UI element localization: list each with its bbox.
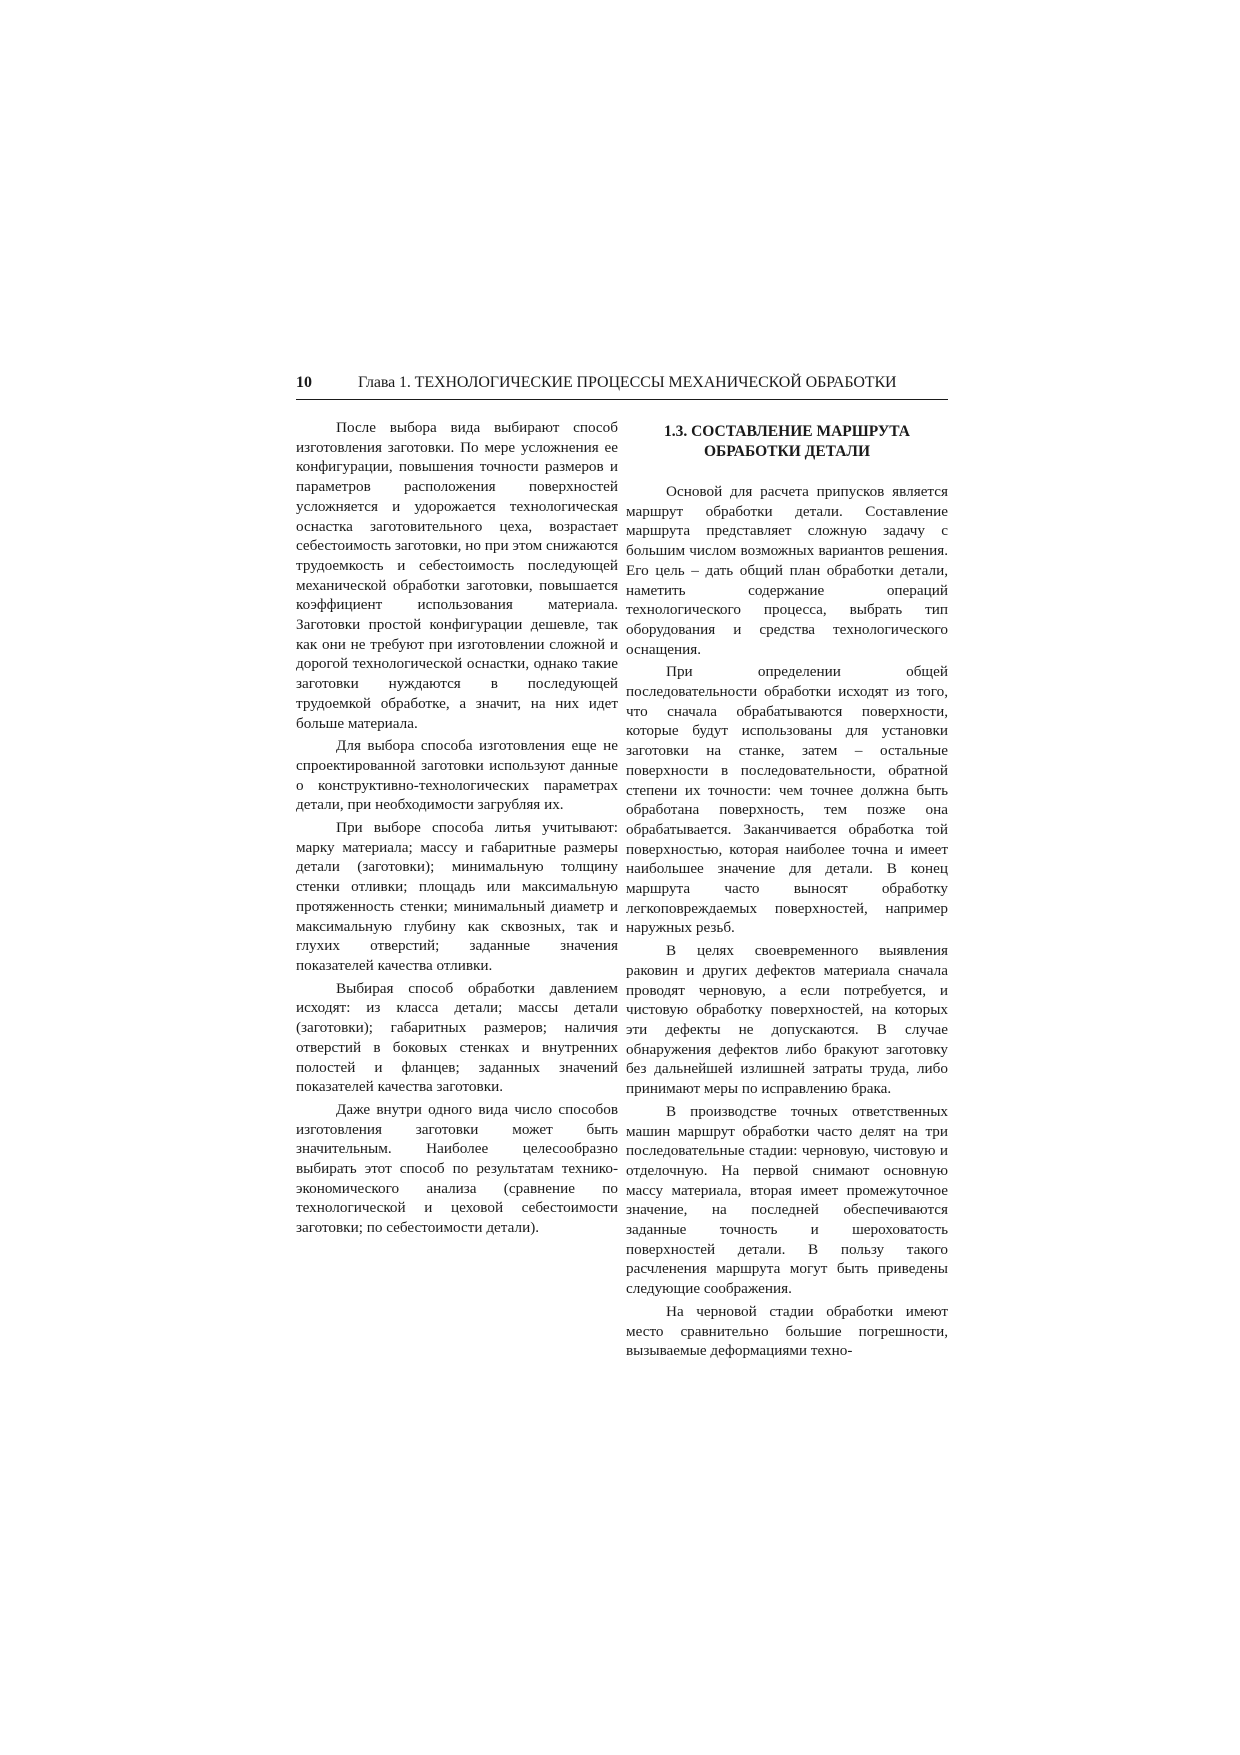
running-title: Глава 1. ТЕХНОЛОГИЧЕСКИЕ ПРОЦЕССЫ МЕХАНИЧЕСКОЙ ОБРАБОТКИ: [358, 374, 897, 391]
paragraph: В целях своевременного выявления раковин и других дефектов материала сначала проводят черновую, а если потребуется, и чистовую обработку поверхностей, на которых эти дефекты не допускаются. В случае обнаружения дефектов либо бракуют заготовку без дальнейшей излишней затраты труда, либо принимают меры по исправлению брака.: [626, 942, 948, 1098]
paragraph: При определении общей последовательности обработки исходят из того, что сначала обрабатываются поверхности, которые будут использованы для установки заготовки на станке, затем – остальные поверхности в последовательности, обратной степени их точности: чем точнее должна быть обработана поверхность, тем позже она обрабатывается. Заканчивается обработка той поверхностью, которая наиболее точна и имеет наибольшее значение для детали. В конец маршрута часто выносят обработку легкоповреждаемых поверхностей, например наружных резьб.: [626, 663, 948, 937]
left-column: [296, 418, 618, 1241]
page-header: [296, 369, 948, 400]
right-column: [626, 418, 948, 1364]
section-title-line: 1.3. СОСТАВЛЕНИЕ МАРШРУТА: [663, 423, 910, 440]
paragraph: Для выбора способа изготовления еще не спроектированной заготовки используют данные о конструктивно-технологических параметрах детали, при необходимости загрубляя их.: [296, 737, 618, 814]
section-title-line: ОБРАБОТКИ ДЕТАЛИ: [703, 443, 871, 460]
page-number: 10: [296, 374, 312, 391]
section-title: [626, 422, 948, 462]
paragraph: В производстве точных ответственных машин маршрут обработки часто делят на три последовательные стадии: черновую, чистовую и отделочную. На первой снимают основную массу материала, вторая имеет промежуточное значение, на последней обеспечиваются заданные точность и шероховатость поверхностей детали. В пользу такого расчленения маршрута могут быть приведены следующие соображения.: [626, 1102, 948, 1298]
paragraph: Выбирая способ обработки давлением исходят: из класса детали; массы детали (заготовки); габаритных размеров; наличия отверстий в боковых стенках и внутренних полостей и фланцев; заданных значений показателей качества заготовки.: [296, 979, 618, 1096]
paragraph: Основой для расчета припусков является маршрут обработки детали. Составление маршрута представляет сложную задачу с большим числом возможных вариантов решения. Его цель – дать общий план обработки детали, наметить содержание операций технологического процесса, выбрать тип оборудования и средства технологического оснащения.: [626, 483, 948, 658]
paragraph: После выбора вида выбирают способ изготовления заготовки. По мере усложнения ее конфигурации, повышения точности размеров и параметров расположения поверхностей усложняется и удорожается технологическая оснастка заготовительного цеха, возрастает себестоимость заготовки, но при этом снижаются трудоемкость и себестоимость последующей механической обработки заготовки, повышается коэффициент использования материала. Заготовки простой конфигурации дешевле, так как они не требуют при изготовлении сложной и дорогой технологической оснастки, однако такие заготовки нуждаются в последующей трудоемкой обработке, а значит, на них идет больше материала.: [296, 419, 618, 732]
paragraph: При выборе способа литья учитывают: марку материала; массу и габаритные размеры детали (заготовки); минимальную толщину стенки отливки; площадь или максимальную протяженность стенки; минимальный диаметр и максимальную глубину как сквозных, так и глухих отверстий; заданные значения показателей качества отливки.: [296, 819, 618, 974]
paragraph: Даже внутри одного вида число способов изготовления заготовки может быть значительным. Наиболее целесообразно выбирать этот способ по результатам технико-экономического анализа (сравнение по технологической и цеховой себестоимости заготовки; по себестоимости детали).: [296, 1100, 618, 1237]
paragraph: На черновой стадии обработки имеют место сравнительно большие погрешности, вызываемые деформациями техно-: [626, 1302, 948, 1360]
